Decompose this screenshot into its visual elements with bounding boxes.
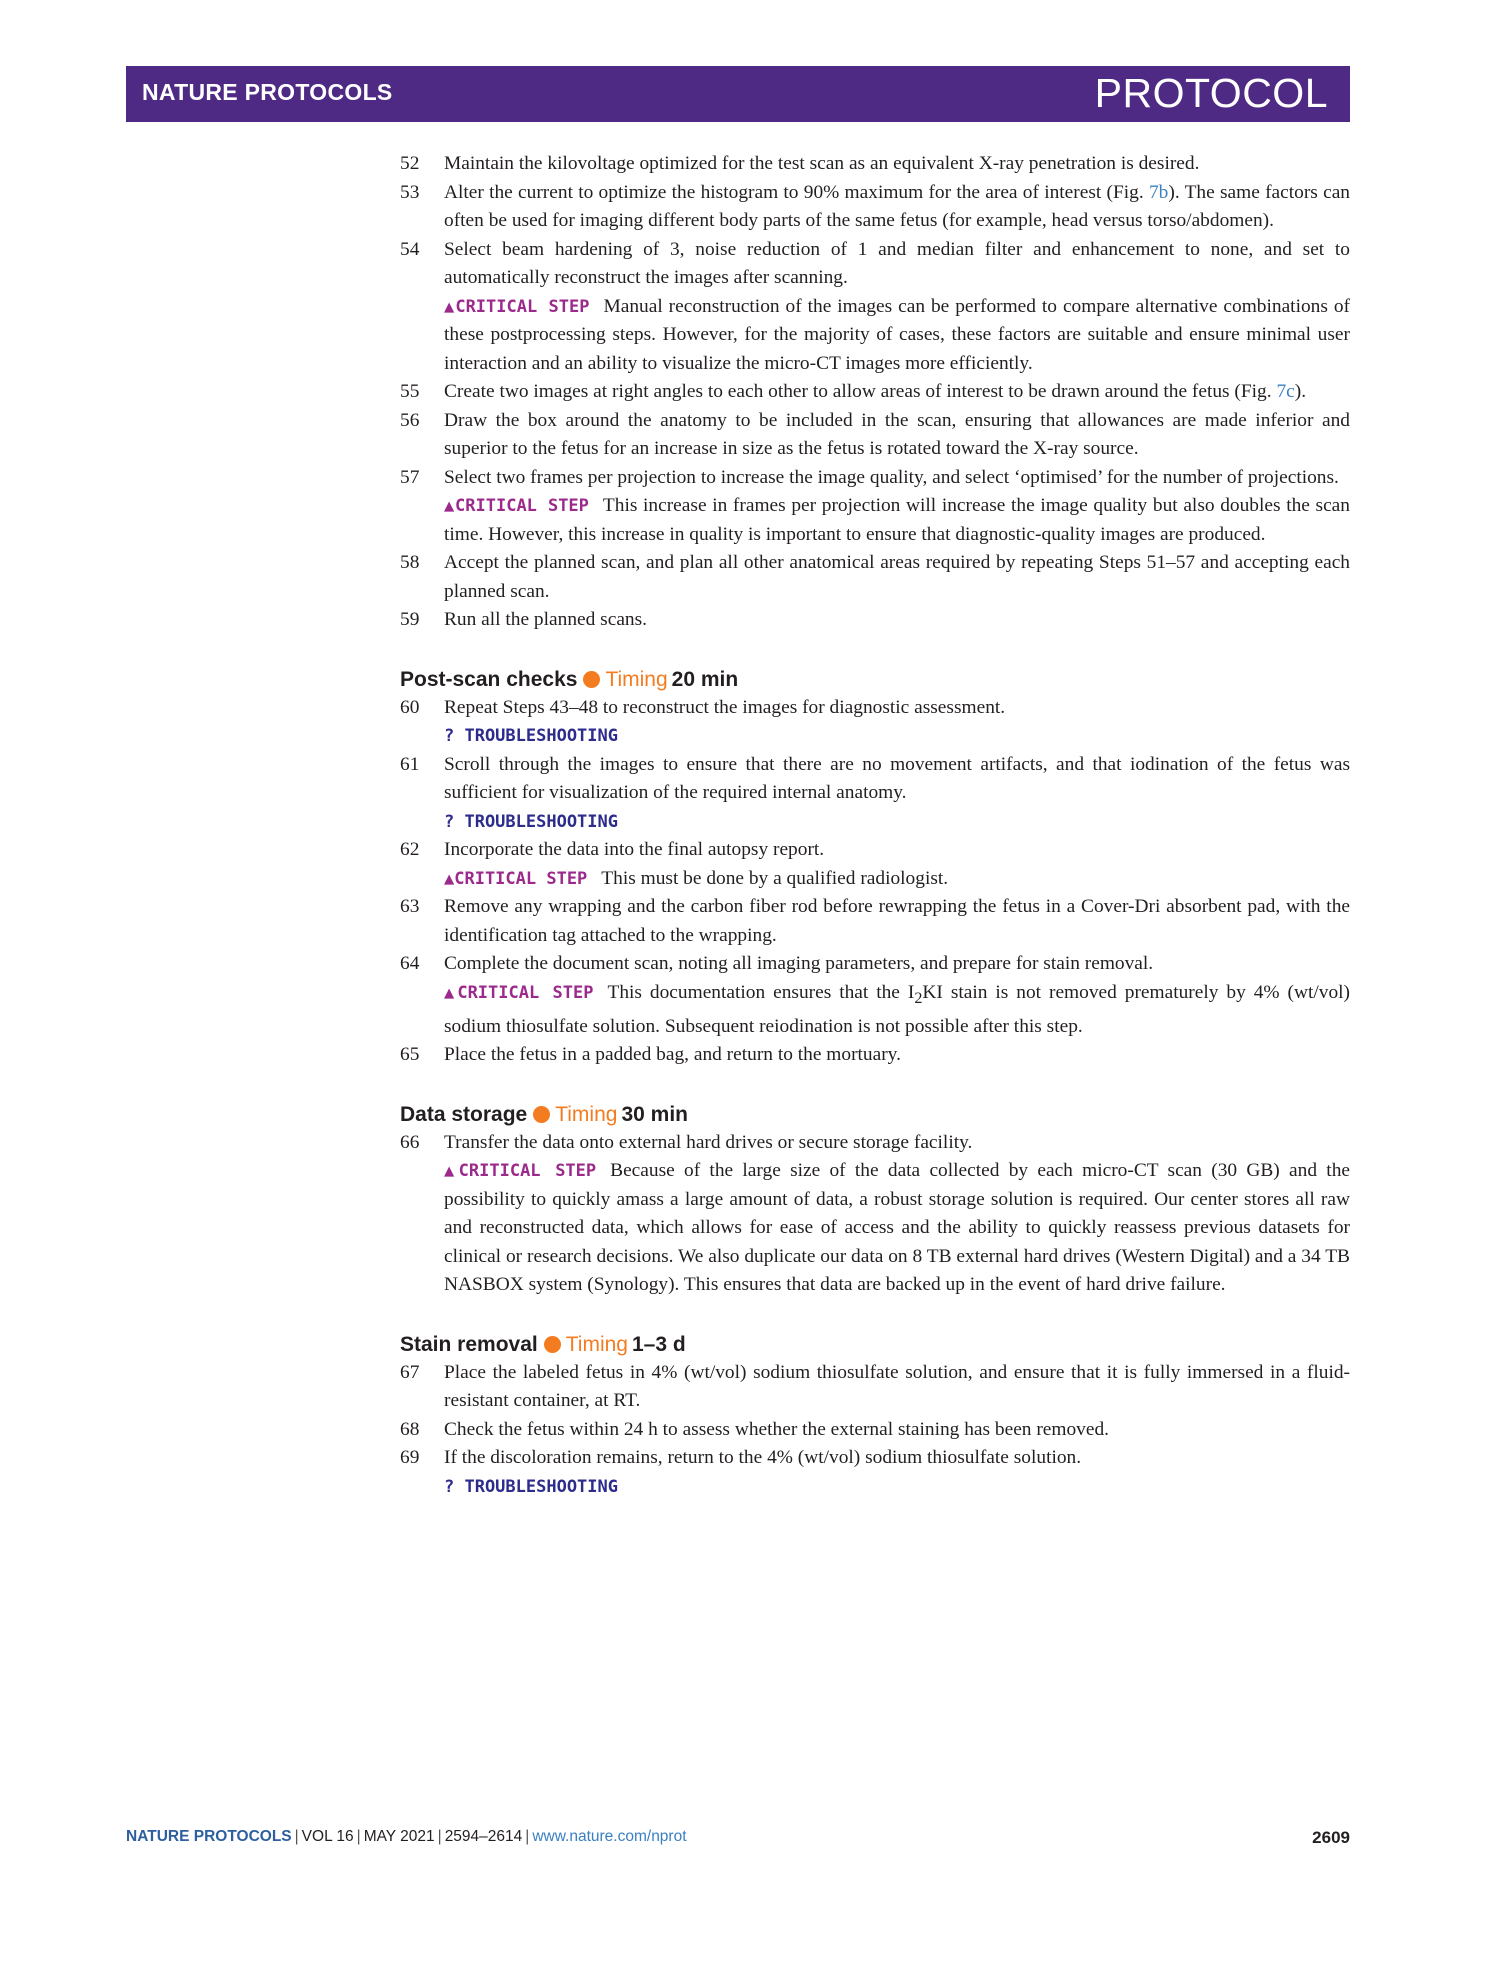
timing-duration: 1–3 d	[631, 1332, 686, 1356]
step-text: Draw the box around the anatomy to be included in the scan, ensuring that allowances are made inferior and superior to the fetus for an increase in size as the fetus is rotated toward the X-ray source.	[444, 409, 1350, 459]
step-number: 60	[400, 696, 420, 718]
step-text: If the discoloration remains, return to the 4% (wt/vol) sodium thiosulfate solution.	[444, 1447, 1082, 1469]
section-title: Data storage	[400, 1102, 528, 1126]
step-text: Transfer the data onto external hard drives or secure storage facility.	[444, 1131, 973, 1153]
step-number: 53	[400, 181, 420, 203]
step-text: Maintain the kilovoltage optimized for the test scan as an equivalent X-ray penetration is desired.	[444, 153, 1200, 174]
troubleshooting-link[interactable]: ? TROUBLESHOOTING	[444, 726, 618, 746]
section-heading-data-storage	[400, 1101, 1350, 1129]
step-number: 56	[400, 409, 420, 431]
section-title: Post-scan checks	[400, 667, 578, 691]
critical-step-label: ▲CRITICAL STEP	[444, 868, 588, 889]
step-57	[400, 464, 1350, 550]
timing-label: Timing	[605, 667, 668, 691]
footer-pages: 2594–2614	[444, 1828, 523, 1845]
protocol-body	[400, 150, 1350, 1501]
footer-date: MAY 2021	[363, 1828, 435, 1845]
timing-label: Timing	[565, 1332, 628, 1356]
step-number: 65	[400, 1044, 420, 1066]
timing-label: Timing	[555, 1102, 618, 1126]
step-number: 64	[400, 953, 420, 974]
step-text: Accept the planned scan, and plan all other anatomical areas required by repeating Steps 51–57 and accepting each planned scan.	[444, 552, 1350, 602]
troubleshooting-link[interactable]: ? TROUBLESHOOTING	[444, 811, 618, 832]
step-number: 69	[400, 1447, 420, 1469]
footer-separator: |	[437, 1828, 442, 1845]
page-number: 2609	[1312, 1828, 1350, 1847]
page-footer	[126, 1828, 1350, 1846]
timing-dot-icon	[583, 671, 600, 688]
step-54	[400, 236, 1350, 379]
journal-header-banner	[126, 66, 1350, 122]
step-65	[400, 1041, 1350, 1070]
step-67	[400, 1359, 1350, 1416]
footer-url-link[interactable]: www.nature.com/nprot	[532, 1828, 687, 1845]
step-text: Repeat Steps 43–48 to reconstruct the images for diagnostic assessment.	[444, 696, 1006, 718]
step-58	[400, 549, 1350, 606]
section-title: Stain removal	[400, 1332, 538, 1356]
step-56	[400, 407, 1350, 464]
step-68	[400, 1416, 1350, 1445]
step-text: Remove any wrapping and the carbon fiber rod before rewrapping the fetus in a Cover-Dri absorbent pad, with the identification tag attached to the wrapping.	[444, 896, 1350, 946]
critical-step-text: This must be done by a qualified radiologist.	[601, 867, 949, 889]
step-number: 66	[400, 1131, 420, 1153]
step-number: 59	[400, 609, 420, 630]
step-69	[400, 1444, 1350, 1501]
timing-duration: 20 min	[671, 667, 739, 691]
critical-step-label: ▲CRITICAL STEP	[444, 1161, 597, 1182]
step-text: Place the fetus in a padded bag, and return to the mortuary.	[444, 1044, 901, 1066]
step-number: 67	[400, 1361, 420, 1383]
step-66	[400, 1129, 1350, 1300]
journal-name: NATURE PROTOCOLS	[142, 79, 393, 105]
critical-step-label: ▲CRITICAL STEP	[444, 296, 590, 317]
step-number: 52	[400, 153, 420, 174]
step-text: ).	[1294, 381, 1307, 402]
section-heading-stain-removal	[400, 1331, 1350, 1359]
footer-separator: |	[525, 1828, 530, 1845]
subscript: 2	[914, 989, 923, 1007]
footer-separator: |	[294, 1828, 299, 1845]
timing-dot-icon	[544, 1336, 561, 1353]
step-number: 57	[400, 466, 420, 488]
section-heading-post-scan-checks	[400, 666, 1350, 694]
step-text: Complete the document scan, noting all imaging parameters, and prepare for stain removal.	[444, 953, 1154, 974]
step-52	[400, 150, 1350, 179]
footer-journal: NATURE PROTOCOLS	[126, 1828, 292, 1845]
critical-step-text: This documentation ensures that the I	[607, 981, 915, 1003]
step-61	[400, 751, 1350, 837]
critical-step-label: ▲CRITICAL STEP	[444, 982, 594, 1003]
article-type: PROTOCOL	[1094, 70, 1328, 116]
step-number: 61	[400, 753, 420, 775]
timing-dot-icon	[533, 1106, 550, 1123]
step-number: 63	[400, 896, 420, 917]
timing-duration: 30 min	[621, 1102, 688, 1126]
critical-step-text: This increase in frames per projection will increase the image quality but also doubles the scan time. However, this increase in quality is important to ensure that diagnostic-quality images are produced.	[444, 495, 1350, 545]
critical-step-label: ▲CRITICAL STEP	[444, 496, 589, 516]
step-number: 58	[400, 552, 420, 573]
step-number: 54	[400, 238, 420, 260]
critical-step-text: Manual reconstruction of the images can be performed to compare alternative combinations of these postprocessing steps. However, for the majority of cases, these factors are suitable and ensure minimal user interaction and an ability to visualize the micro-CT images more efficiently.	[444, 295, 1350, 374]
critical-step-text: KI stain is not removed prematurely by 4% (wt/vol) sodium thiosulfate solution. Subsequent reiodination is not possible after this step.	[444, 981, 1350, 1037]
step-text: Incorporate the data into the final autopsy report.	[444, 839, 825, 860]
footer-separator: |	[356, 1828, 361, 1845]
step-63	[400, 893, 1350, 950]
figure-link-7b[interactable]: 7b	[1148, 181, 1169, 203]
step-text: Select two frames per projection to increase the image quality, and select ‘optimised’ for the number of projections.	[444, 466, 1339, 488]
step-number: 55	[400, 381, 420, 402]
step-text: Alter the current to optimize the histogram to 90% maximum for the area of interest (Fig.	[444, 181, 1149, 203]
step-text: Select beam hardening of 3, noise reduction of 1 and median filter and enhancement to none, and set to automatically reconstruct the images after scanning.	[444, 238, 1350, 288]
step-text: Place the labeled fetus in 4% (wt/vol) sodium thiosulfate solution, and ensure that it is fully immersed in a fluid-resistant container, at RT.	[444, 1361, 1350, 1412]
step-64	[400, 950, 1350, 1041]
figure-link-7c[interactable]: 7c	[1276, 381, 1295, 402]
step-60	[400, 694, 1350, 751]
step-number: 68	[400, 1418, 420, 1440]
step-text: Create two images at right angles to each other to allow areas of interest to be drawn around the fetus (Fig.	[444, 381, 1277, 402]
step-text: Check the fetus within 24 h to assess whether the external staining has been removed.	[444, 1418, 1110, 1440]
step-text: ). The same factors can often be used for imaging different body parts of the same fetus (for example, head versus torso/abdomen).	[444, 181, 1350, 231]
step-number: 62	[400, 839, 420, 860]
step-text: Run all the planned scans.	[444, 609, 648, 630]
step-62	[400, 836, 1350, 893]
step-text: Scroll through the images to ensure that there are no movement artifacts, and that iodination of the fetus was sufficient for visualization of the required internal anatomy.	[444, 753, 1350, 803]
step-55	[400, 378, 1350, 407]
step-53	[400, 179, 1350, 236]
footer-volume: VOL 16	[301, 1828, 354, 1845]
step-59	[400, 606, 1350, 635]
critical-step-text: Because of the large size of the data collected by each micro-CT scan (30 GB) and the possibility to quickly amass a large amount of data, a robust storage solution is required. Our center stores all raw and reconstructed data, which allows for ease of access and the ability to quickly reassess previous datasets for clinical or research decisions. We also duplicate our data on 8 TB external hard drives (Western Digital) and a 34 TB NASBOX system (Synology). This ensures that data are backed up in the event of hard drive failure.	[444, 1160, 1350, 1296]
troubleshooting-link[interactable]: ? TROUBLESHOOTING	[444, 1476, 618, 1497]
